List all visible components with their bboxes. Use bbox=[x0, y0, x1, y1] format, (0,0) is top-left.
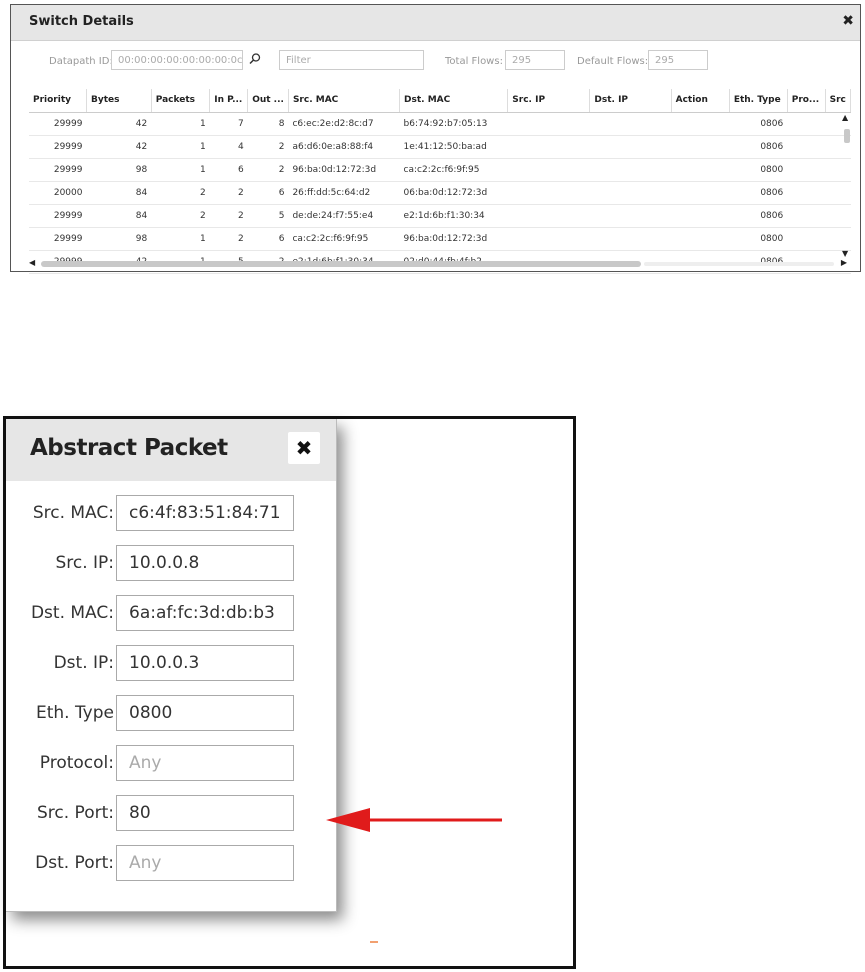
packet-field-label: Protocol: bbox=[39, 753, 114, 773]
vertical-scroll-thumb[interactable] bbox=[844, 129, 850, 143]
packet-field-label: Dst. MAC: bbox=[30, 603, 114, 623]
table-cell-packets: 2 bbox=[151, 204, 210, 227]
table-cell-src-ip bbox=[508, 158, 590, 181]
total-flows-label: Total Flows: bbox=[445, 56, 503, 67]
table-cell-proto bbox=[787, 204, 825, 227]
table-cell-src-ip bbox=[508, 227, 590, 250]
table-cell-action bbox=[671, 158, 729, 181]
packet-field-row bbox=[6, 495, 336, 533]
table-cell-bytes: 98 bbox=[86, 158, 151, 181]
packet-field-input[interactable] bbox=[116, 795, 294, 831]
packet-field-row bbox=[6, 595, 336, 633]
packet-field-row bbox=[6, 745, 336, 783]
table-cell-priority: 29999 bbox=[29, 227, 86, 250]
table-cell-in-port: 6 bbox=[210, 158, 248, 181]
column-header[interactable]: Src. IP bbox=[508, 89, 590, 112]
default-flows-label: Default Flows: bbox=[577, 56, 649, 67]
table-cell-dst-ip bbox=[590, 158, 671, 181]
table-cell-src-mac: de:de:24:f7:55:e4 bbox=[288, 204, 399, 227]
table-row[interactable] bbox=[29, 227, 851, 250]
packet-field-row bbox=[6, 695, 336, 733]
abstract-packet-frame bbox=[3, 416, 576, 969]
table-cell-bytes: 42 bbox=[86, 135, 151, 158]
horizontal-scrollbar[interactable] bbox=[29, 258, 851, 270]
table-cell-in-port: 2 bbox=[210, 204, 248, 227]
table-cell-eth-type: 0806 bbox=[729, 204, 787, 227]
packet-field-input[interactable] bbox=[116, 845, 294, 881]
column-header[interactable]: Packets bbox=[151, 89, 210, 112]
column-header[interactable]: Priority bbox=[29, 89, 86, 112]
packet-field-row bbox=[6, 545, 336, 583]
table-cell-out-port: 6 bbox=[248, 227, 289, 250]
packet-field-row bbox=[6, 645, 336, 683]
table-cell-out-port: 2 bbox=[248, 158, 289, 181]
table-cell-src-ip bbox=[508, 181, 590, 204]
table-cell-priority: 29999 bbox=[29, 112, 86, 135]
table-cell-in-port: 2 bbox=[210, 181, 248, 204]
table-cell-action bbox=[671, 227, 729, 250]
table-cell-dst-ip bbox=[590, 204, 671, 227]
column-header[interactable]: Action bbox=[671, 89, 729, 112]
table-cell-dst-mac: 06:ba:0d:12:72:3d bbox=[400, 181, 508, 204]
red-arrow-icon bbox=[324, 805, 504, 835]
packet-field-input[interactable] bbox=[116, 545, 294, 581]
filter-bar bbox=[11, 49, 860, 75]
datapath-id-label: Datapath ID: bbox=[49, 56, 113, 67]
horizontal-scroll-thumb[interactable] bbox=[41, 261, 641, 267]
table-cell-eth-type: 0800 bbox=[729, 227, 787, 250]
vertical-scrollbar[interactable] bbox=[841, 113, 853, 261]
table-cell-proto bbox=[787, 181, 825, 204]
table-cell-packets: 1 bbox=[151, 158, 210, 181]
scroll-right-icon[interactable]: ▶ bbox=[840, 258, 847, 267]
packet-field-label: Src. IP: bbox=[55, 553, 114, 573]
table-cell-src-mac: c6:ec:2e:d2:8c:d7 bbox=[288, 112, 399, 135]
table-cell-packets: 1 bbox=[151, 135, 210, 158]
table-cell-priority: 29999 bbox=[29, 135, 86, 158]
table-cell-eth-type: 0806 bbox=[729, 112, 787, 135]
abstract-packet-header bbox=[6, 419, 336, 481]
table-cell-in-port: 7 bbox=[210, 112, 248, 135]
table-cell-proto bbox=[787, 227, 825, 250]
scroll-left-icon[interactable]: ◀ bbox=[29, 258, 36, 267]
switch-details-header bbox=[11, 5, 860, 41]
flow-table-body bbox=[29, 112, 851, 273]
column-header[interactable]: Dst. MAC bbox=[400, 89, 508, 112]
table-cell-dst-ip bbox=[590, 112, 671, 135]
abstract-packet-dialog bbox=[6, 419, 337, 912]
abstract-packet-title: Abstract Packet bbox=[30, 435, 228, 461]
packet-field-label: Eth. Type bbox=[35, 703, 114, 723]
table-cell-eth-type: 0800 bbox=[729, 158, 787, 181]
flow-table bbox=[29, 89, 851, 257]
packet-field-input[interactable] bbox=[116, 495, 294, 531]
decorative-mark bbox=[370, 941, 378, 943]
table-cell-out-port: 5 bbox=[248, 204, 289, 227]
packet-field-input[interactable] bbox=[116, 695, 294, 731]
table-cell-in-port: 2 bbox=[210, 227, 248, 250]
table-cell-action bbox=[671, 135, 729, 158]
packet-field-label: Src. Port: bbox=[37, 803, 114, 823]
table-row[interactable] bbox=[29, 158, 851, 181]
table-cell-in-port: 4 bbox=[210, 135, 248, 158]
table-cell-src-ip bbox=[508, 135, 590, 158]
table-cell-dst-mac: b6:74:92:b7:05:13 bbox=[400, 112, 508, 135]
horizontal-scroll-track[interactable] bbox=[644, 262, 834, 266]
packet-field-input[interactable] bbox=[116, 645, 294, 681]
table-cell-dst-ip bbox=[590, 135, 671, 158]
table-cell-out-port: 2 bbox=[248, 135, 289, 158]
table-cell-dst-ip bbox=[590, 181, 671, 204]
table-cell-packets: 1 bbox=[151, 227, 210, 250]
packet-field-label: Src. MAC: bbox=[32, 503, 114, 523]
column-header[interactable]: Eth. Type bbox=[729, 89, 787, 112]
table-cell-src-ip bbox=[508, 204, 590, 227]
table-cell-src-mac: 96:ba:0d:12:72:3d bbox=[288, 158, 399, 181]
column-header[interactable]: Src. MAC bbox=[288, 89, 399, 112]
total-flows-value: 295 bbox=[505, 50, 565, 70]
table-cell-eth-type: 0806 bbox=[729, 181, 787, 204]
table-cell-src-mac: 26:ff:dd:5c:64:d2 bbox=[288, 181, 399, 204]
table-cell-action bbox=[671, 181, 729, 204]
table-row[interactable] bbox=[29, 181, 851, 204]
table-cell-proto bbox=[787, 112, 825, 135]
table-row[interactable] bbox=[29, 112, 851, 135]
column-header[interactable]: Pro... bbox=[787, 89, 825, 112]
table-cell-out-port: 8 bbox=[248, 112, 289, 135]
column-header[interactable]: In P... bbox=[210, 89, 248, 112]
close-icon[interactable]: ✖ bbox=[842, 13, 854, 29]
table-row[interactable] bbox=[29, 204, 851, 227]
packet-field-input[interactable] bbox=[116, 745, 294, 781]
table-row[interactable] bbox=[29, 135, 851, 158]
table-cell-src-mac: ca:c2:2c:f6:9f:95 bbox=[288, 227, 399, 250]
switch-details-title: Switch Details bbox=[29, 14, 134, 29]
close-icon[interactable]: ✖ bbox=[288, 432, 320, 464]
table-cell-priority: 29999 bbox=[29, 158, 86, 181]
column-header[interactable]: Dst. IP bbox=[590, 89, 671, 112]
table-cell-src-mac: a6:d6:0e:a8:88:f4 bbox=[288, 135, 399, 158]
table-cell-out-port: 6 bbox=[248, 181, 289, 204]
column-header[interactable]: Src bbox=[825, 89, 850, 112]
table-cell-packets: 1 bbox=[151, 112, 210, 135]
default-flows-value: 295 bbox=[648, 50, 708, 70]
column-header[interactable]: Out ... bbox=[248, 89, 289, 112]
packet-field-label: Dst. IP: bbox=[53, 653, 114, 673]
table-cell-dst-ip bbox=[590, 227, 671, 250]
table-cell-dst-mac: ca:c2:2c:f6:9f:95 bbox=[400, 158, 508, 181]
table-cell-priority: 29999 bbox=[29, 204, 86, 227]
packet-field-row bbox=[6, 795, 336, 833]
column-header[interactable]: Bytes bbox=[86, 89, 151, 112]
switch-details-panel bbox=[10, 4, 861, 272]
table-cell-action bbox=[671, 112, 729, 135]
packet-field-row bbox=[6, 845, 336, 883]
table-cell-action bbox=[671, 204, 729, 227]
table-cell-dst-mac: e2:1d:6b:f1:30:34 bbox=[400, 204, 508, 227]
scroll-down-icon[interactable]: ▼ bbox=[842, 249, 849, 258]
table-cell-proto bbox=[787, 135, 825, 158]
table-cell-bytes: 84 bbox=[86, 181, 151, 204]
table-cell-bytes: 98 bbox=[86, 227, 151, 250]
scroll-up-icon[interactable]: ▲ bbox=[842, 113, 849, 122]
table-cell-src-ip bbox=[508, 112, 590, 135]
table-cell-eth-type: 0806 bbox=[729, 135, 787, 158]
table-cell-bytes: 42 bbox=[86, 112, 151, 135]
packet-field-label: Dst. Port: bbox=[35, 853, 114, 873]
table-header-row bbox=[29, 89, 851, 112]
table-cell-bytes: 84 bbox=[86, 204, 151, 227]
packet-field-input[interactable] bbox=[116, 595, 294, 631]
search-icon[interactable] bbox=[248, 52, 262, 66]
table-cell-dst-mac: 96:ba:0d:12:72:3d bbox=[400, 227, 508, 250]
filter-input[interactable]: Filter bbox=[279, 50, 424, 70]
datapath-id-field[interactable]: 00:00:00:00:00:00:00:0c bbox=[111, 50, 243, 70]
table-cell-proto bbox=[787, 158, 825, 181]
table-cell-dst-mac: 1e:41:12:50:ba:ad bbox=[400, 135, 508, 158]
table-cell-priority: 20000 bbox=[29, 181, 86, 204]
table-cell-packets: 2 bbox=[151, 181, 210, 204]
